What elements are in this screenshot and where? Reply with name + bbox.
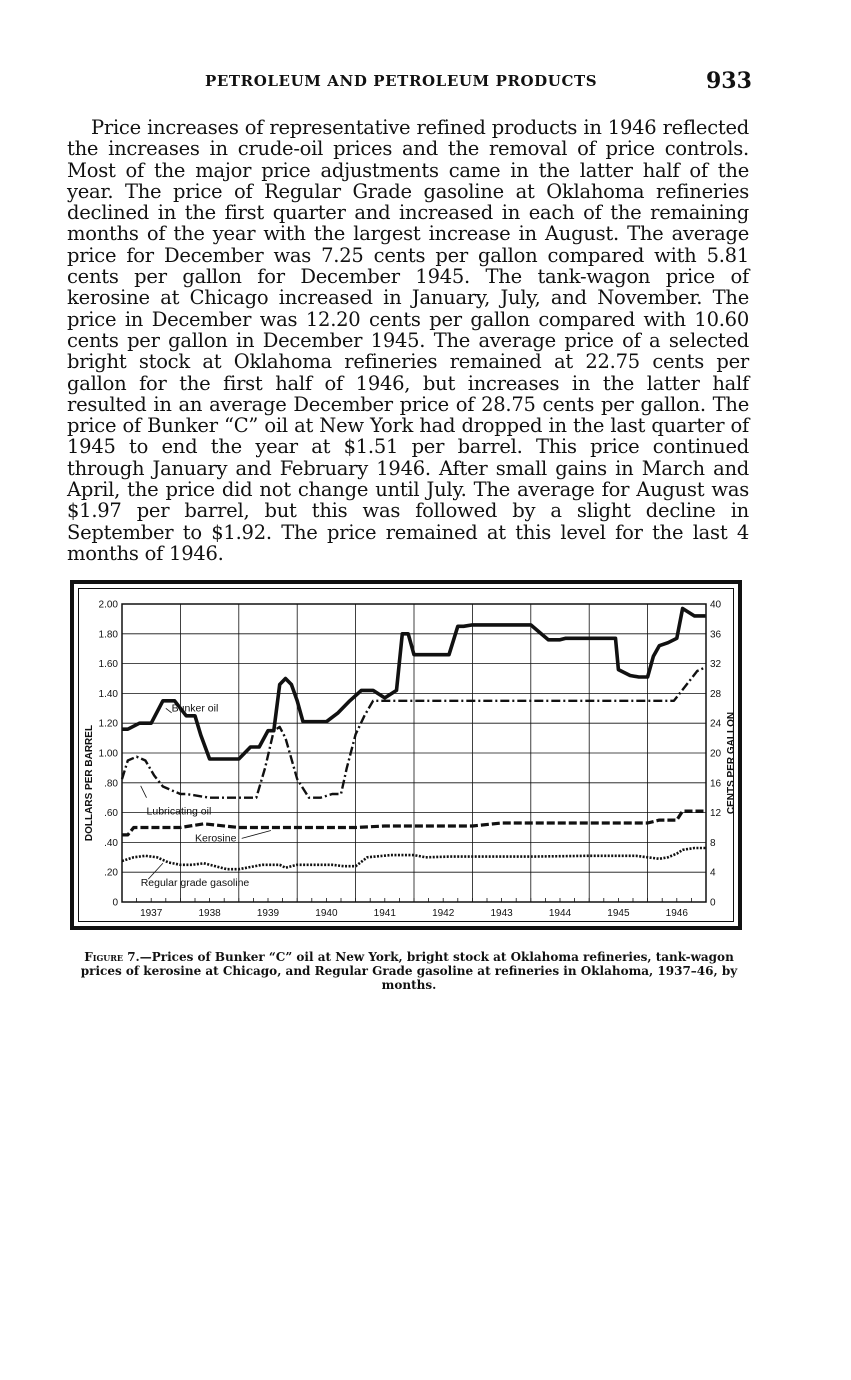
y2-tick-label: 28 xyxy=(710,688,722,700)
y2-tick-label: 24 xyxy=(710,718,722,730)
y2-tick-label: 4 xyxy=(710,867,716,879)
x-tick-label: 1944 xyxy=(548,908,572,919)
page-number: 933 xyxy=(706,68,752,94)
figure-frame xyxy=(70,580,742,930)
y-tick-label: .60 xyxy=(104,808,118,820)
y-tick-label: 1.80 xyxy=(98,629,118,641)
y2-tick-label: 32 xyxy=(710,659,722,671)
price-chart xyxy=(74,584,738,926)
y2-tick-label: 0 xyxy=(710,897,716,909)
x-tick-label: 1939 xyxy=(256,908,280,919)
y2-axis-title: CENTS PER GALLON xyxy=(726,711,737,815)
y-tick-label: 1.40 xyxy=(98,688,118,700)
label-leader-line xyxy=(242,830,271,838)
x-tick-label: 1940 xyxy=(315,908,338,919)
page-header xyxy=(0,68,851,96)
y-tick-label: 1.20 xyxy=(98,718,118,730)
x-tick-label: 1941 xyxy=(373,908,396,919)
y2-tick-label: 20 xyxy=(710,748,722,760)
label-leader-line xyxy=(141,786,147,798)
x-tick-label: 1942 xyxy=(432,908,455,919)
x-tick-label: 1937 xyxy=(140,908,163,919)
y-tick-label: .80 xyxy=(104,778,118,790)
y-tick-label: 1.60 xyxy=(98,659,118,671)
x-tick-label: 1945 xyxy=(607,908,630,919)
y-tick-label: 1.00 xyxy=(98,748,118,760)
y2-tick-label: 12 xyxy=(710,808,722,820)
y-tick-label: 2.00 xyxy=(98,599,118,611)
y2-tick-label: 8 xyxy=(710,837,716,849)
series-label: Lubricating oil xyxy=(146,805,212,818)
y2-tick-label: 16 xyxy=(710,778,722,790)
running-head: PETROLEUM AND PETROLEUM PRODUCTS xyxy=(205,72,598,90)
caption-text: —Prices of Bunker “C” oil at New York, bright stock at Oklahoma refineries, tank-wagon prices of kerosine at Chicago, and Regular Grade gasoline at refineries in Oklahoma, 1937–46, by months. xyxy=(80,950,738,992)
y2-tick-label: 40 xyxy=(710,599,722,611)
series-label: Bunker oil xyxy=(171,702,219,715)
x-tick-label: 1946 xyxy=(665,908,688,919)
figure-label: Figure 7. xyxy=(84,950,140,964)
x-tick-label: 1943 xyxy=(490,908,513,919)
figure-caption xyxy=(68,950,750,992)
series-label: Regular grade gasoline xyxy=(140,877,250,890)
y-tick-label: 0 xyxy=(112,897,118,909)
y-tick-label: .20 xyxy=(104,867,118,879)
y-tick-label: .40 xyxy=(104,837,118,849)
x-tick-label: 1938 xyxy=(198,908,221,919)
y-axis-title: DOLLARS PER BARREL xyxy=(84,724,95,842)
body-paragraph: Price increases of representative refined products in 1946 reflected the increases in crude-oil prices and the removal of price controls. Most of the major price adjustments came in the latter half of the year. The price of Regular Grade gasoline at Oklahoma refineries declined in the first quarter and increased in each of the remaining months of the year with the largest increase in August. The average price for December was 7.25 cents per gallon compared with 5.81 cents per gallon for December 1945. The tank-wagon price of kerosine at Chicago increased in January, July, and November. The price in December was 12.20 cents per gallon compared with 10.60 cents per gallon in December 1945. The average price of a selected bright stock at Oklahoma refineries remained at 22.75 cents per gallon for the first half of 1946, but increases in the latter half resulted in an average December price of 28.75 cents per gallon. The price of Bunker “C” oil at New York had dropped in the last quarter of 1945 to end the year at $1.51 per barrel. This price continued through January and February 1946. After small gains in March and April, the price did not change until July. The average for August was $1.97 per barrel, but this was followed by a slight decline in September to $1.92. The price remained at this level for the last 4 months of 1946. xyxy=(67,116,749,565)
series-label: Kerosine xyxy=(195,832,237,845)
y2-tick-label: 36 xyxy=(710,629,722,641)
